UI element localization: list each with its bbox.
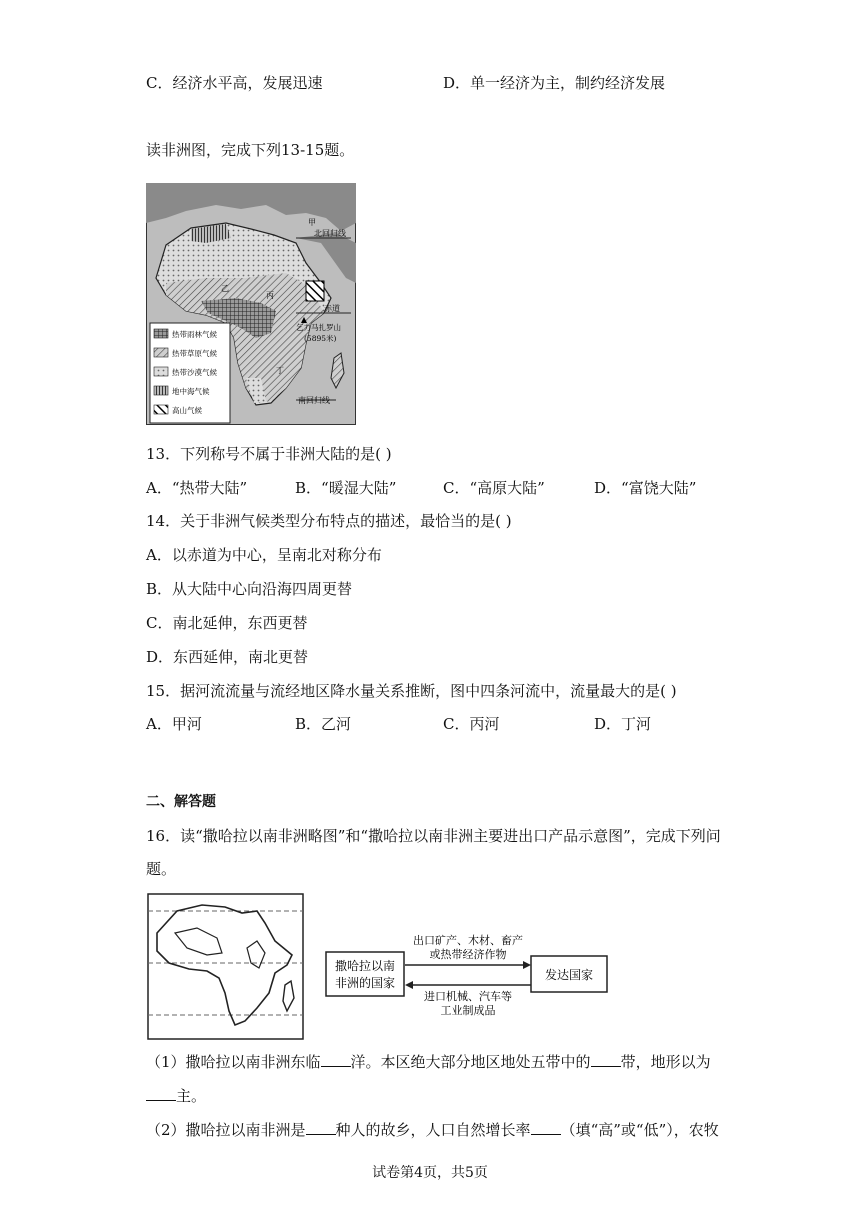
arrow-left-icon — [405, 981, 413, 989]
q16-sub2-text-a: （2）撒哈拉以南非洲是 — [146, 1121, 306, 1139]
map-question-intro: 读非洲图，完成下列13-15题。 — [146, 141, 355, 159]
left-box-line2: 非洲的国家 — [334, 976, 396, 990]
q14-option-b: B．从大陆中心向沿海四周更替 — [146, 580, 353, 598]
trade-flow-diagram — [325, 930, 615, 1020]
map-legend — [150, 323, 230, 423]
blank-terrain[interactable] — [146, 1086, 176, 1101]
sub-saharan-sketch-map — [147, 893, 304, 1040]
q15-option-a: A．甲河 — [146, 715, 202, 733]
legend-savanna: 热带草原气候 — [172, 349, 217, 358]
q16-sub1-text-b: 洋。本区绝大部分地区地处五带中的 — [350, 1053, 591, 1071]
q12-option-c: C．经济水平高，发展迅速 — [146, 74, 323, 92]
blank-race[interactable] — [306, 1120, 336, 1135]
q13-option-a: A．“热带大陆” — [146, 479, 248, 497]
import-label-line2: 工业制成品 — [440, 1004, 496, 1017]
legend-desert: 热带沙漠气候 — [172, 368, 217, 377]
map-label-ding: 丁 — [276, 366, 284, 375]
q16-sub1-text-d: 主。 — [176, 1087, 207, 1105]
export-label-line2: 或热带经济作物 — [429, 948, 507, 961]
blank-ocean[interactable] — [321, 1052, 351, 1067]
q15-option-c: C．丙河 — [443, 715, 500, 733]
africa-climate-map — [146, 183, 356, 425]
map-label-yi: 乙 — [221, 284, 229, 293]
right-box-label: 发达国家 — [544, 968, 594, 982]
map-label-mountain: 乞力马扎罗山 — [296, 323, 341, 332]
section-title: 二、解答题 — [146, 794, 216, 810]
q16-sub1-text-a: （1）撒哈拉以南非洲东临 — [146, 1053, 321, 1071]
q16-sub2-line1 — [146, 1119, 719, 1141]
q13-option-b: B．“暖湿大陆” — [295, 479, 397, 497]
q16-sub2-text-b: 种人的故乡，人口自然增长率 — [335, 1121, 531, 1139]
map-label-bing: 丙 — [266, 291, 274, 300]
map-label-tropic-south: 南回归线 — [298, 396, 330, 405]
q13-stem: 13．下列称号不属于非洲大陆的是( ) — [146, 445, 392, 463]
left-box-line1: 撒哈拉以南 — [334, 959, 396, 973]
q16-stem-line1: 16．读“撒哈拉以南非洲略图”和“撒哈拉以南非洲主要进出口产品示意图”，完成下列问 — [146, 827, 721, 845]
export-label-line1: 出口矿产、木材、畜产 — [413, 934, 523, 947]
q12-option-d: D．单一经济为主，制约经济发展 — [443, 74, 666, 92]
legend-highland: 高山气候 — [172, 406, 202, 415]
legend-mediterranean: 地中海气候 — [172, 387, 210, 396]
q15-stem: 15．据河流流量与流经地区降水量关系推断，图中四条河流中，流量最大的是( ) — [146, 682, 677, 700]
blank-zone[interactable] — [591, 1052, 621, 1067]
q14-option-c: C．南北延伸，东西更替 — [146, 614, 308, 632]
q15-option-d: D．丁河 — [594, 715, 652, 733]
q13-option-d: D．“富饶大陆” — [594, 479, 697, 497]
map-label-tropic-north: 北回归线 — [314, 229, 346, 238]
q15-option-b: B．乙河 — [295, 715, 352, 733]
q16-stem-line2: 题。 — [146, 860, 177, 878]
q16-sub1-text-c: 带，地形以为 — [620, 1053, 711, 1071]
import-label-line1: 进口机械、汽车等 — [424, 990, 512, 1003]
page-footer: 试卷第4页，共5页 — [372, 1165, 488, 1181]
legend-rainforest: 热带雨林气候 — [172, 330, 217, 339]
q14-stem: 14．关于非洲气候类型分布特点的描述，最恰当的是( ) — [146, 512, 512, 530]
q16-sub2-text-c: （填“高”或“低”），农牧 — [560, 1121, 719, 1139]
map-label-height: (5895米) — [304, 334, 337, 343]
q14-option-d: D．东西延伸，南北更替 — [146, 648, 309, 666]
q16-sub1-line2 — [146, 1085, 206, 1107]
q13-option-c: C．“高原大陆” — [443, 479, 545, 497]
map-label-jia: 甲 — [308, 218, 316, 227]
arrow-right-icon — [523, 961, 531, 969]
map-label-equator: 赤道 — [324, 304, 340, 313]
blank-growth-rate[interactable] — [531, 1120, 561, 1135]
q16-sub1-line1 — [146, 1051, 711, 1073]
q14-option-a: A．以赤道为中心，呈南北对称分布 — [146, 546, 382, 564]
